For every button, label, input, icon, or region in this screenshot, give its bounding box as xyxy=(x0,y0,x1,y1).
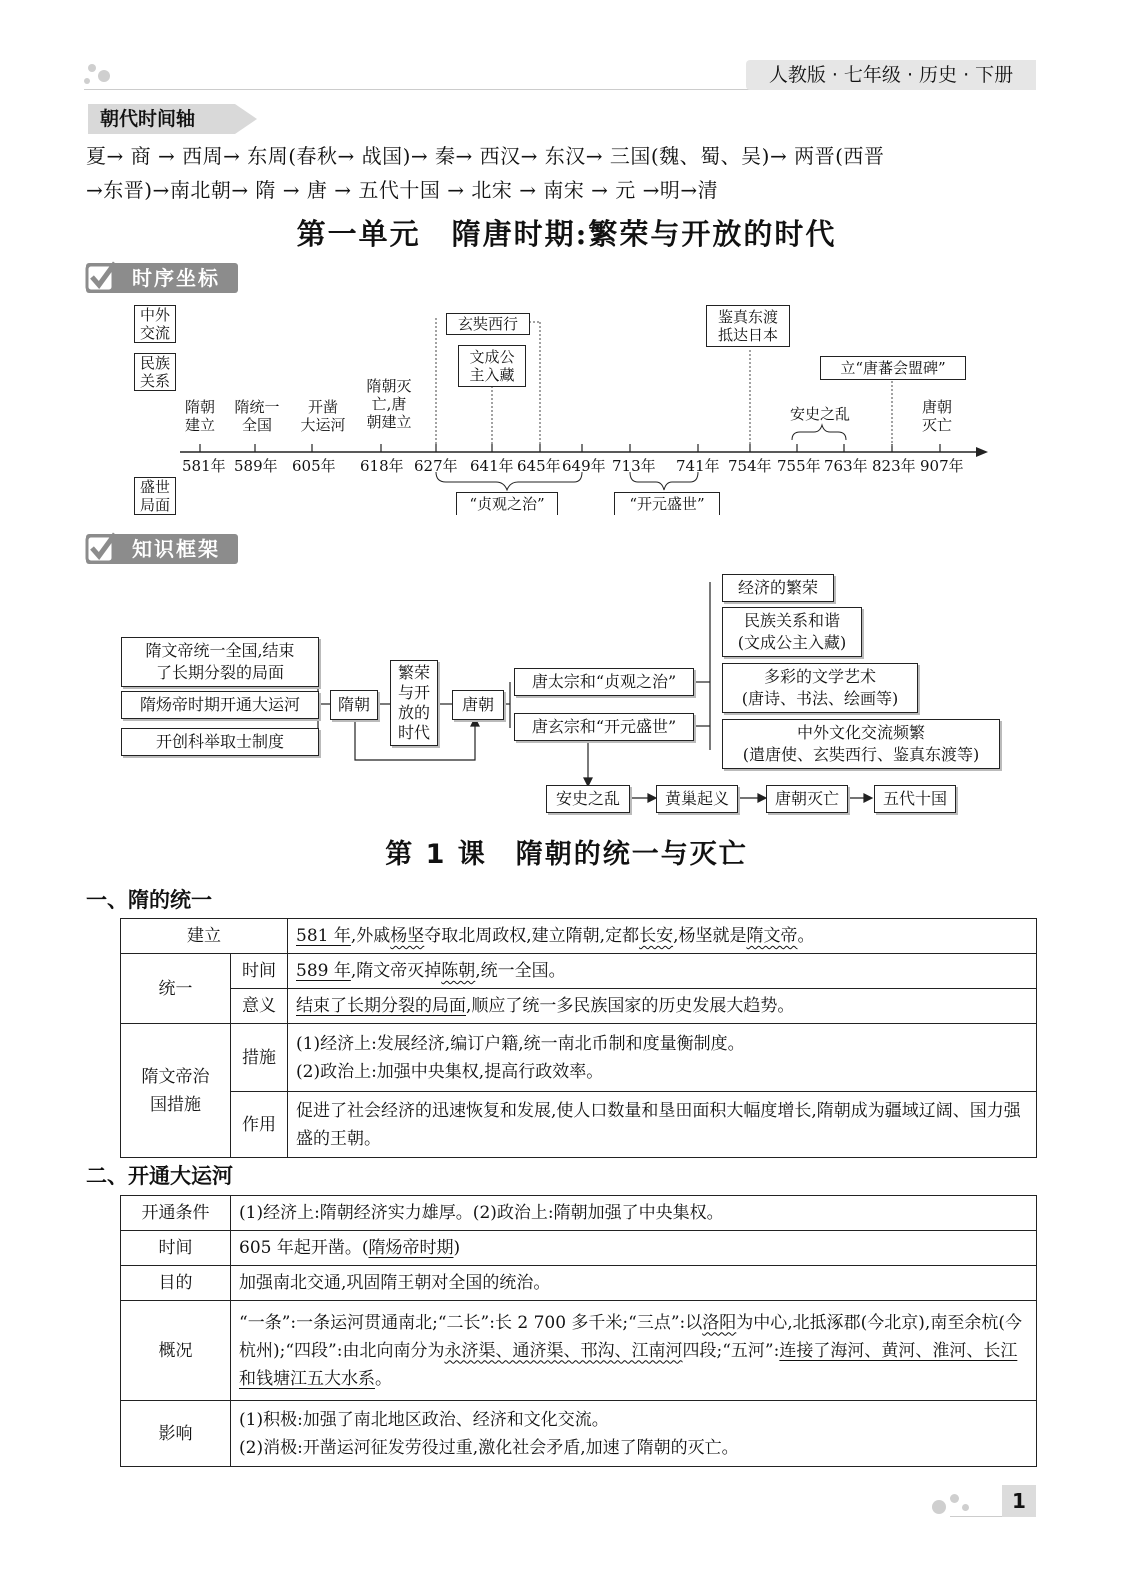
cell-canal-time: 605 年起开凿。(隋炀帝时期) xyxy=(231,1231,1037,1266)
page-number: 1 xyxy=(1002,1485,1036,1517)
row-header-impact: 影响 xyxy=(121,1401,231,1467)
framework-sui-unify: 隋文帝统一全国,结束 了长期分裂的局面 xyxy=(121,637,319,687)
year-label: 741年 xyxy=(676,457,720,475)
row-header-meaning: 意义 xyxy=(231,989,288,1024)
book-tag: 人教版 · 七年级 · 历史 · 下册 xyxy=(746,60,1036,90)
label-ethnic-relations: 民族 关系 xyxy=(134,353,176,391)
framework-tab-label: 知识框架 xyxy=(132,537,220,561)
year-label: 763年 xyxy=(824,457,868,475)
anshi-brace xyxy=(792,425,846,440)
framework-taizong: 唐太宗和“贞观之治” xyxy=(514,668,694,696)
year-label: 645年 xyxy=(517,457,561,475)
period-zhenguan: “贞观之治” xyxy=(456,492,558,515)
event-anshi-rebellion: 安史之乱 xyxy=(789,405,850,423)
section-1-heading: 一、隋的统一 xyxy=(86,888,212,912)
cell-effect: 促进了社会经济的迅速恢复和发展,使人口数量和垦田面积大幅度增长,隋朝成为疆域辽阔、国力强盛的王朝。 xyxy=(288,1092,1037,1158)
framework-grand-canal: 隋炀帝时期开通大运河 xyxy=(121,691,319,719)
unit-title: 第一单元 隋唐时期:繁荣与开放的时代 xyxy=(296,217,837,251)
period-kaiyuan: “开元盛世” xyxy=(614,492,720,515)
event-xuanzang: 玄奘西行 xyxy=(446,313,530,335)
framework-economy: 经济的繁荣 xyxy=(722,574,834,602)
framework-ethnic-harmony: 民族关系和谐 (文成公主入藏) xyxy=(722,607,862,657)
cell-conditions: (1)经济上:隋朝经济实力雄厚。(2)政治上:隋朝加强了中央集权。 xyxy=(231,1196,1037,1231)
event-grand-canal: 开凿 大运河 xyxy=(300,398,346,434)
framework-cultural-exchange: 中外文化交流频繁 (遣唐使、玄奘西行、鉴真东渡等) xyxy=(722,719,1000,769)
framework-five-dynasties: 五代十国 xyxy=(874,785,956,813)
cell-overview: “一条”:一条运河贯通南北;“二长”:长 2 700 多千米;“三点”:以洛阳为中心,北抵涿郡(今北京),南至余杭(今杭州);“四段”:由北向南分为永济渠、通济渠、邗沟、江南河四段;“五河”:连接了海河、黄河、淮河、长江和钱塘江五大水系。 xyxy=(231,1301,1037,1401)
framework-anshi: 安史之乱 xyxy=(546,785,630,813)
year-label: 618年 xyxy=(360,457,404,475)
label-foreign-exchange: 中外 交流 xyxy=(134,305,176,343)
framework-imperial-exam: 开创科举取士制度 xyxy=(121,728,319,756)
row-header-overview: 概况 xyxy=(121,1301,231,1401)
row-header-conditions: 开通条件 xyxy=(121,1196,231,1231)
framework-literature-art: 多彩的文学艺术 (唐诗、书法、绘画等) xyxy=(722,663,918,713)
year-label: 589年 xyxy=(234,457,278,475)
row-header-canal-time: 时间 xyxy=(121,1231,231,1266)
sui-unify-table xyxy=(120,918,1037,1158)
event-tang-fall: 唐朝 灭亡 xyxy=(921,398,952,434)
row-header-founding: 建立 xyxy=(121,919,288,954)
row-header-time: 时间 xyxy=(231,954,288,989)
event-wencheng: 文成公 主入藏 xyxy=(458,345,526,387)
year-label: 823年 xyxy=(872,457,916,475)
year-label: 627年 xyxy=(414,457,458,475)
event-jianzhen: 鉴真东渡 抵达日本 xyxy=(706,305,790,347)
cell-unify-time: 589 年,隋文帝灭掉陈朝,统一全国。 xyxy=(288,954,1037,989)
timeline-arrow xyxy=(976,447,988,457)
timeline-ticks xyxy=(200,444,940,452)
framework-huangchao: 黄巢起义 xyxy=(656,785,738,813)
event-sui-unify: 隋统一 全国 xyxy=(234,398,280,434)
timeline-graphic xyxy=(0,0,1133,560)
dynasty-line-2: →东晋)→南北朝→ 隋 → 唐 → 五代十国 → 北宋 → 南宋 → 元 →明→清 xyxy=(86,178,719,202)
framework-tang-fall: 唐朝灭亡 xyxy=(766,785,848,813)
year-label: 649年 xyxy=(562,457,606,475)
year-label: 754年 xyxy=(728,457,772,475)
framework-center-theme: 繁荣 与开 放的 时代 xyxy=(390,660,438,746)
year-label: 755年 xyxy=(777,457,821,475)
cell-measures: (1)经济上:发展经济,编订户籍,统一南北币制和度量衡制度。 (2)政治上:加强中央集权,提高行政效率。 xyxy=(288,1024,1037,1092)
event-tang-tibet-stele: 立“唐蕃会盟碑” xyxy=(820,356,966,380)
grand-canal-table xyxy=(120,1195,1037,1467)
framework-sui: 隋朝 xyxy=(330,690,378,720)
framework-xuanzong: 唐玄宗和“开元盛世” xyxy=(514,713,694,741)
row-header-effect: 作用 xyxy=(231,1092,288,1158)
lesson-title: 第 1 课 隋朝的统一与灭亡 xyxy=(385,839,748,870)
year-label: 605年 xyxy=(292,457,336,475)
year-label: 907年 xyxy=(920,457,964,475)
event-sui-founded: 隋朝 建立 xyxy=(184,398,215,434)
cell-purpose: 加强南北交通,巩固隋王朝对全国的统治。 xyxy=(231,1266,1037,1301)
dynasty-tab: 朝代时间轴 xyxy=(88,104,235,134)
event-sui-fall-tang-founded: 隋朝灭 亡,唐 朝建立 xyxy=(366,377,412,431)
framework-tang: 唐朝 xyxy=(452,690,504,720)
section-2-heading: 二、开通大运河 xyxy=(86,1164,233,1188)
row-header-purpose: 目的 xyxy=(121,1266,231,1301)
cell-impact: (1)积极:加强了南北地区政治、经济和文化交流。 (2)消极:开凿运河征发劳役过重,激化社会矛盾,加速了隋朝的灭亡。 xyxy=(231,1401,1037,1467)
row-header-governance: 隋文帝治 国措施 xyxy=(121,1024,231,1158)
cell-unify-meaning: 结束了长期分裂的局面,顺应了统一多民族国家的历史发展大趋势。 xyxy=(288,989,1037,1024)
row-header-measures: 措施 xyxy=(231,1024,288,1092)
year-label: 713年 xyxy=(612,457,656,475)
cell-founding: 581 年,外戚杨坚夺取北周政权,建立隋朝,定都长安,杨坚就是隋文帝。 xyxy=(288,919,1037,954)
row-header-unify: 统一 xyxy=(121,954,231,1024)
chronology-tab-label: 时序坐标 xyxy=(132,266,220,290)
label-prosperity: 盛世 局面 xyxy=(134,477,176,515)
dynasty-line-1: 夏→ 商 → 西周→ 东周(春秋→ 战国)→ 秦→ 西汉→ 东汉→ 三国(魏、蜀、吴)→ 两晋(西晋 xyxy=(86,144,885,168)
year-label: 641年 xyxy=(470,457,514,475)
year-label: 581年 xyxy=(182,457,226,475)
